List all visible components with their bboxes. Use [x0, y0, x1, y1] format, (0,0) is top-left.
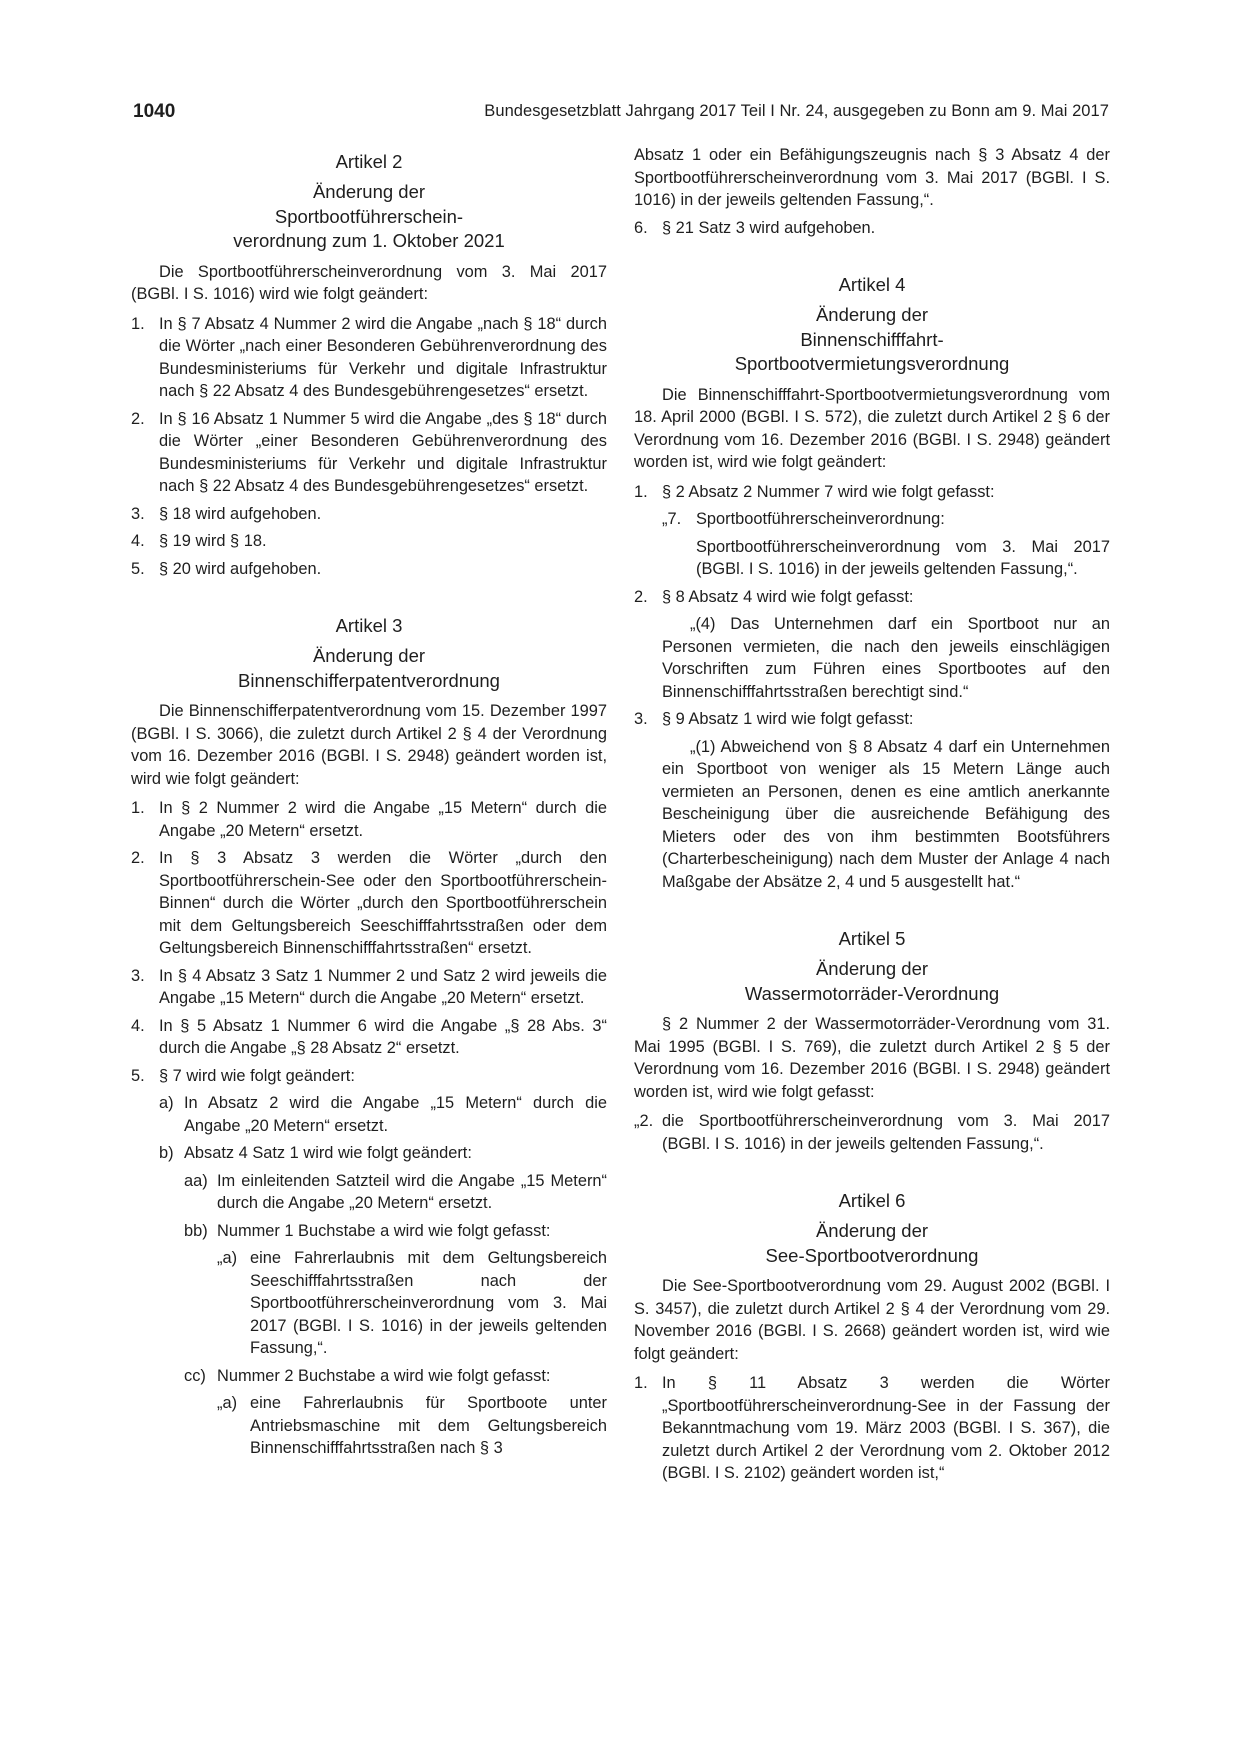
- article-4-intro: Die Binnenschifffahrt-Sportbootvermietungsverordnung vom 18. April 2000 (BGBl. I S. 572), die zuletzt durch Artikel 2 § 6 der Verordnung vom 16. Dezember 2016 (BGBl. I S. 2948) geändert worden ist, wird wie folgt geändert:: [634, 385, 1110, 471]
- item-number: 3.: [634, 710, 648, 728]
- item-number: 4.: [131, 532, 145, 550]
- quote-letter: „a): [217, 1394, 238, 1412]
- item-number: 3.: [131, 504, 145, 523]
- article-4: [634, 273, 1110, 893]
- item-number: 1.: [131, 314, 145, 333]
- sub-item-text: Im einleitenden Satzteil wird die Angabe „15 Metern“ durch die Angabe „20 Metern“ ersetzt.: [217, 1171, 607, 1212]
- sub-item-aa: [184, 1170, 607, 1215]
- quoted-provision: „(4) Das Unternehmen darf ein Sportboot nur an Personen vermieten, die nach den jeweils einschlägigen Vorschriften zum Führen eines Sportbootes auf den Binnenschifffahrtsstraßen berechtigt sind.“: [662, 615, 1110, 701]
- list-item: [131, 1065, 607, 1460]
- item-number: 3.: [131, 966, 145, 985]
- list-item: [634, 1372, 1110, 1485]
- article-2: [131, 150, 607, 580]
- list-item: [131, 530, 607, 553]
- quoted-provision: [634, 1110, 1110, 1155]
- item-text: In § 7 Absatz 4 Nummer 2 wird die Angabe „nach § 18“ durch die Wörter „nach einer Besonderen Gebührenverordnung des Bundesministeriums für Verkehr und digitale Infrastruktur nach § 22 Absatz 4 des Bundesgebührengesetzes“ ersetzt.: [159, 314, 607, 400]
- article-3-continued: [634, 144, 1110, 239]
- article-3-intro: Die Binnenschifferpatentverordnung vom 15. Dezember 1997 (BGBl. I S. 3066), die zuletzt durch Artikel 2 § 4 der Verordnung vom 16. Dezember 2016 (BGBl. I S. 2948) geändert worden ist, wird wie folgt geändert:: [131, 702, 607, 788]
- article-6: [634, 1189, 1110, 1485]
- item-number: 2.: [634, 587, 648, 606]
- article-3: [131, 614, 607, 1460]
- gazette-title: Bundesgesetzblatt Jahrgang 2017 Teil I Nr. 24, ausgegeben zu Bonn am 9. Mai 2017: [484, 102, 1109, 120]
- page-number: 1040: [133, 101, 176, 122]
- item-text: § 21 Satz 3 wird aufgehoben.: [662, 218, 876, 237]
- item-number: 5.: [131, 1066, 145, 1085]
- sub-item-bb: [184, 1220, 607, 1360]
- article-4-number: Artikel 4: [838, 274, 906, 295]
- sub-item-b: [159, 1142, 607, 1460]
- list-item: [634, 708, 1110, 893]
- item-text: In § 16 Absatz 1 Nummer 5 wird die Angabe „des § 18“ durch die Wörter „einer Besonderen Gebührenverordnung des Bundesministeriums für Verkehr und digitale Infrastruktur nach § 22 Absatz 4 des Bundesgebührengesetzes“ ersetzt.: [159, 409, 607, 495]
- article-5: [634, 927, 1110, 1155]
- item-text: § 19 wird § 18.: [159, 532, 267, 550]
- item-text: § 2 Absatz 2 Nummer 7 wird wie folgt gefasst:: [662, 482, 995, 501]
- quoted-provision: [662, 508, 1110, 581]
- item-number: 5.: [131, 559, 145, 578]
- article-2-heading-line-1: Änderung der: [312, 181, 426, 202]
- list-item: [131, 965, 607, 1010]
- quote-number: „7.: [662, 510, 682, 528]
- article-6-intro: Die See-Sportbootverordnung vom 29. August 2002 (BGBl. I S. 3457), die zuletzt durch Artikel 2 § 4 der Verordnung vom 29. November 2016 (BGBl. I S. 2668) geändert worden ist, wird wie folgt geändert:: [634, 1277, 1110, 1363]
- item-text: § 9 Absatz 1 wird wie folgt gefasst:: [662, 710, 914, 728]
- article-2-number: Artikel 2: [335, 151, 403, 172]
- article-5-heading-line-1: Änderung der: [815, 958, 929, 979]
- item-text: In § 11 Absatz 3 werden die Wörter „Sportbootführerscheinverordnung-See in der Fassung der Bekanntmachung vom 19. März 2003 (BGBl. I S. 367), die zuletzt durch Artikel 2 der Verordnung vom 2. Oktober 2012 (BGBl. I S. 2102) geändert worden ist,“: [662, 1374, 1110, 1482]
- list-item: [131, 1015, 607, 1060]
- item-text: § 20 wird aufgehoben.: [159, 559, 322, 578]
- item-number: 1.: [634, 482, 648, 501]
- article-3-number: Artikel 3: [335, 615, 403, 636]
- item-number: 1.: [131, 799, 145, 817]
- sub-item-text: Absatz 4 Satz 1 wird wie folgt geändert:: [184, 1144, 472, 1162]
- sub-item-letter: bb): [184, 1221, 208, 1240]
- item-number: 1.: [634, 1374, 648, 1392]
- article-2-heading-line-2: Sportbootführerschein-: [274, 205, 464, 227]
- page-header: [133, 101, 1109, 129]
- list-item: [634, 481, 1110, 581]
- list-item: [131, 408, 607, 498]
- quote-text: Sportbootführerscheinverordnung:: [696, 510, 945, 528]
- item-text: § 7 wird wie folgt geändert:: [159, 1066, 355, 1085]
- item-number: 4.: [131, 1016, 145, 1035]
- left-column: [131, 150, 607, 1465]
- quoted-provision: [217, 1247, 607, 1360]
- list-item: [131, 558, 607, 581]
- quote-letter: „a): [217, 1249, 238, 1267]
- sub-item-a: [159, 1092, 607, 1137]
- item-number: 2.: [131, 849, 145, 867]
- quote-text: eine Fahrerlaubnis für Sportboote unter Antriebsmaschine mit dem Geltungsbereich Binnenschifffahrtsstraßen nach § 3: [250, 1394, 607, 1457]
- quote-text: die Sportbootführerscheinverordnung vom 3. Mai 2017 (BGBl. I S. 1016) in der jeweils geltenden Fassung,“.: [662, 1112, 1110, 1153]
- sub-item-text: In Absatz 2 wird die Angabe „15 Metern“ durch die Angabe „20 Metern“ ersetzt.: [184, 1094, 607, 1135]
- item-text: § 8 Absatz 4 wird wie folgt gefasst:: [662, 587, 914, 606]
- right-column: [634, 146, 1110, 1490]
- article-5-number: Artikel 5: [838, 928, 906, 949]
- item-text: In § 4 Absatz 3 Satz 1 Nummer 2 und Satz 2 wird jeweils die Angabe „15 Metern“ durch die Angabe „20 Metern“ ersetzt.: [159, 966, 607, 1007]
- article-3-heading-line-1: Änderung der: [312, 645, 426, 666]
- article-2-heading-line-3: verordnung zum 1. Oktober 2021: [233, 230, 505, 251]
- item-text: In § 2 Nummer 2 wird die Angabe „15 Metern“ durch die Angabe „20 Metern“ ersetzt.: [159, 799, 607, 840]
- item-number: 2.: [131, 409, 145, 428]
- quote-text: eine Fahrerlaubnis mit dem Geltungsbereich Seeschifffahrtsstraßen nach der Sportbootführerscheinverordnung vom 3. Mai 2017 (BGBl. I S. 1016) in der jeweils geltenden Fassung,“.: [250, 1249, 607, 1357]
- article-4-heading-line-3: Sportbootvermietungsverordnung: [734, 353, 1010, 374]
- sub-item-letter: cc): [184, 1366, 206, 1385]
- list-item: [634, 586, 1110, 704]
- quoted-provision: [217, 1392, 607, 1460]
- sub-item-text: Nummer 1 Buchstabe a wird wie folgt gefasst:: [217, 1221, 551, 1240]
- item-text: § 18 wird aufgehoben.: [159, 504, 322, 523]
- quoted-provision: „(1) Abweichend von § 8 Absatz 4 darf ein Unternehmen ein Sportboot von weniger als 15 Metern Länge auch vermieten an Personen, denen es eine amtlich anerkannte Bescheinigung über die ausreichende Befähigung des Mieters oder des von ihm bestimmten Bootsführers (Charterbescheinigung) nach dem Muster der Anlage 4 nach Maßgabe der Absätze 2, 4 und 5 ausgestellt hat.“: [662, 737, 1110, 891]
- item-number: 6.: [634, 218, 648, 237]
- quote-continuation: Absatz 1 oder ein Befähigungszeugnis nach § 3 Absatz 4 der Sportbootführerscheinverordnung vom 3. Mai 2017 (BGBl. I S. 1016) in der jeweils geltenden Fassung,“.: [634, 146, 1110, 209]
- article-6-heading-line-2: See-Sportbootverordnung: [765, 1244, 979, 1266]
- article-4-heading-line-2: Binnenschifffahrt-: [800, 328, 944, 350]
- list-item: [131, 847, 607, 960]
- sub-item-letter: a): [159, 1094, 174, 1112]
- article-3-heading-line-2: Binnenschifferpatentverordnung: [238, 669, 500, 691]
- article-4-heading-line-1: Änderung der: [815, 304, 929, 325]
- list-item: [131, 797, 607, 842]
- list-item: [634, 217, 1110, 240]
- sub-item-cc: [184, 1365, 607, 1460]
- article-5-intro: § 2 Nummer 2 der Wassermotorräder-Verordnung vom 31. Mai 1995 (BGBl. I S. 769), die zuletzt durch Artikel 2 § 5 der Verordnung vom 16. Dezember 2016 (BGBl. I S. 2948) geändert worden ist, wird wie folgt gefasst:: [634, 1015, 1110, 1101]
- list-item: [131, 313, 607, 403]
- sub-item-letter: b): [159, 1144, 174, 1162]
- article-6-number: Artikel 6: [838, 1190, 906, 1211]
- quote-body: Sportbootführerscheinverordnung vom 3. Mai 2017 (BGBl. I S. 1016) in der jeweils geltenden Fassung,“.: [696, 537, 1110, 578]
- item-text: In § 5 Absatz 1 Nummer 6 wird die Angabe „§ 28 Abs. 3“ durch die Angabe „§ 28 Absatz 2“ ersetzt.: [159, 1016, 607, 1057]
- article-6-heading-line-1: Änderung der: [815, 1220, 929, 1241]
- sub-item-letter: aa): [184, 1171, 208, 1190]
- quote-number: „2.: [634, 1112, 654, 1130]
- item-text: In § 3 Absatz 3 werden die Wörter „durch den Sportbootführerschein-See oder den Sportbootführerschein-Binnen“ durch die Wörter „durch den Sportbootführerschein mit dem Geltungsbereich Seeschifffahrtsstraßen oder dem Geltungsbereich Binnenschifffahrtsstraßen“ ersetzt.: [159, 849, 607, 957]
- article-5-heading-line-2: Wassermotorräder-Verordnung: [744, 982, 1000, 1004]
- sub-item-text: Nummer 2 Buchstabe a wird wie folgt gefasst:: [217, 1366, 551, 1385]
- article-2-intro: Die Sportbootführerscheinverordnung vom 3. Mai 2017 (BGBl. I S. 1016) wird wie folgt geändert:: [131, 262, 607, 303]
- list-item: [131, 503, 607, 526]
